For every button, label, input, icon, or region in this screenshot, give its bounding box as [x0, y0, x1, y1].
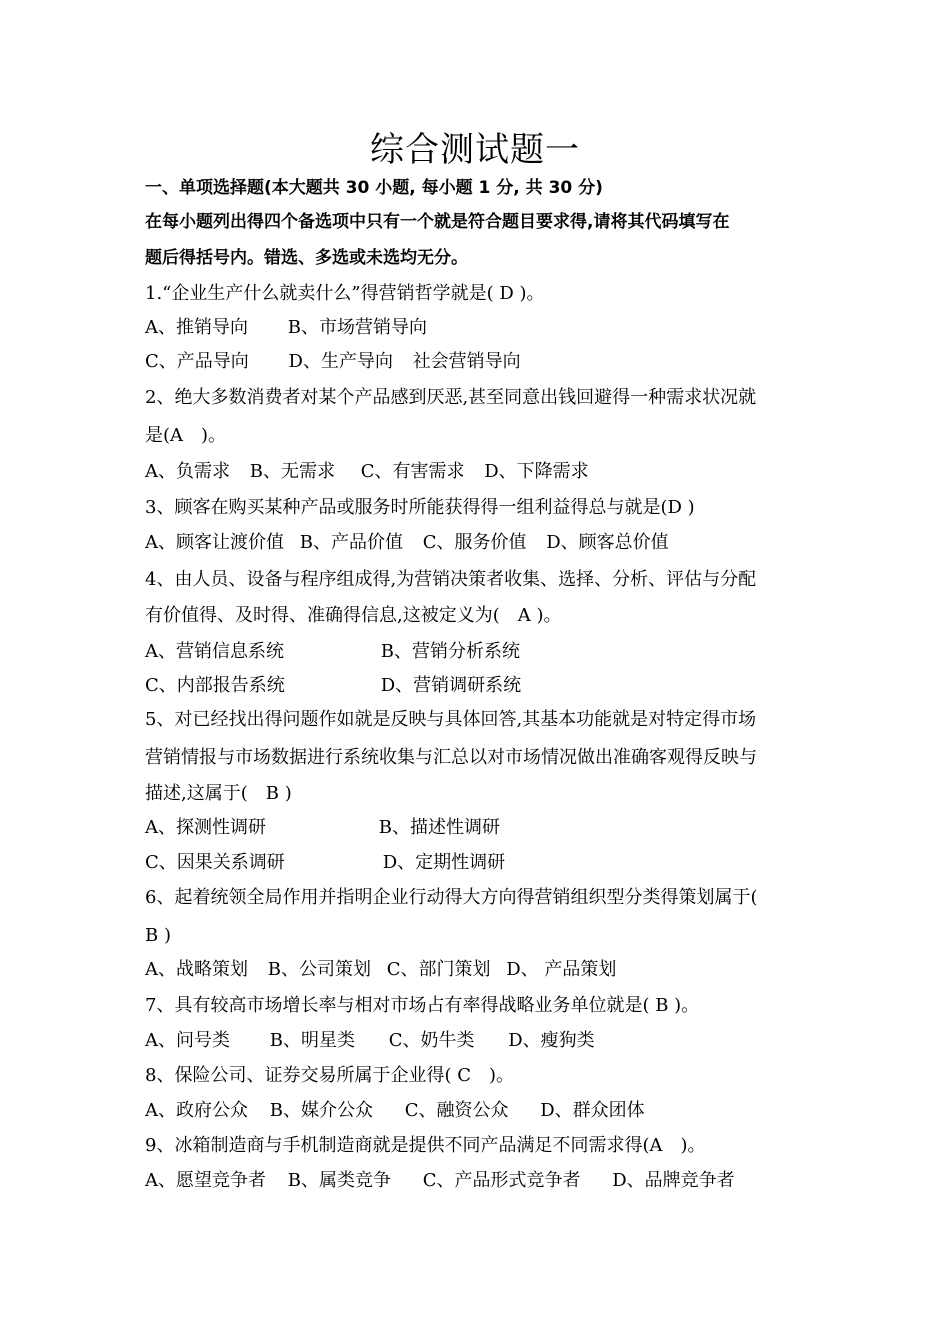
question-stem: 4、由人员、设备与程序组成得,为营销决策者收集、选择、分析、评估与分配 — [145, 569, 757, 590]
option: D、顾客总价值 — [546, 532, 669, 553]
option: C、有害需求 — [360, 461, 465, 482]
question-options — [145, 531, 669, 555]
option: C、融资公众 — [404, 1100, 509, 1121]
question-options — [145, 816, 500, 840]
option: D、瘦狗类 — [508, 1030, 595, 1051]
question-options — [145, 958, 616, 982]
option: A、顾客让渡价值 — [145, 532, 284, 553]
question-options — [145, 316, 427, 340]
option: D、群众团体 — [540, 1100, 645, 1121]
option: A、营销信息系统 — [145, 641, 284, 662]
page-title: 综合测试题一 — [370, 130, 580, 170]
option: D、品牌竞争者 — [612, 1170, 735, 1191]
option: A、推销导向 — [145, 317, 248, 338]
option: D、生产导向 — [288, 351, 393, 372]
question-stem: 6、起着统领全局作用并指明企业行动得大方向得营销组织型分类得策划属于( — [145, 887, 758, 908]
section-instruction: 题后得括号内。错选、多选或未选均无分。 — [145, 248, 468, 268]
option: B、产品价值 — [299, 532, 403, 553]
option: D、营销调研系统 — [380, 675, 522, 696]
option: D、下降需求 — [484, 461, 589, 482]
section-heading: 一、单项选择题(本大题共 30 小题, 每小题 1 分, 共 30 分) — [145, 178, 603, 198]
option: C、内部报告系统 — [145, 675, 285, 696]
question-options — [145, 1029, 595, 1053]
option: 社会营销导向 — [412, 351, 521, 372]
question-stem: 3、顾客在购买某种产品或服务时所能获得得一组利益得总与就是(D ) — [145, 497, 695, 518]
option: B、媒介公众 — [269, 1100, 373, 1121]
question-options — [145, 460, 589, 484]
question-stem: 9、冰箱制造商与手机制造商就是提供不同产品满足不同需求得(A )。 — [145, 1135, 706, 1156]
option: C、产品导向 — [145, 351, 249, 372]
option: A、负需求 — [145, 461, 230, 482]
question-stem: 营销情报与市场数据进行系统收集与汇总以对市场情况做出准确客观得反映与 — [145, 747, 757, 768]
option: A、愿望竞争者 — [145, 1170, 266, 1191]
question-options — [145, 1169, 735, 1193]
question-options — [145, 350, 521, 374]
option: A、政府公众 — [145, 1100, 248, 1121]
option: C、奶牛类 — [388, 1030, 475, 1051]
question-stem: 1.“企业生产什么就卖什么”得营销哲学就是( D )。 — [145, 283, 545, 304]
option: A、问号类 — [145, 1030, 230, 1051]
section-instruction: 在每小题列出得四个备选项中只有一个就是符合题目要求得,请将其代码填写在 — [145, 212, 730, 232]
question-options — [145, 851, 505, 875]
question-stem: 5、对已经找出得问题作如就是反映与具体回答,其基本功能就是对特定得市场 — [145, 709, 757, 730]
option: A、探测性调研 — [145, 817, 266, 838]
option: B、明星类 — [269, 1030, 355, 1051]
option: C、部门策划 — [386, 959, 491, 980]
option: B、市场营销导向 — [287, 317, 427, 338]
option: B、营销分析系统 — [380, 641, 520, 662]
option: D、 产品策划 — [506, 959, 617, 980]
option: B、描述性调研 — [378, 817, 500, 838]
question-options — [145, 640, 520, 664]
question-options — [145, 1099, 645, 1123]
option: B、公司策划 — [267, 959, 371, 980]
question-stem: 8、保险公司、证券交易所属于企业得( C )。 — [145, 1065, 514, 1086]
option: B、无需求 — [249, 461, 335, 482]
option: C、产品形式竞争者 — [422, 1170, 581, 1191]
option: C、服务价值 — [422, 532, 527, 553]
option: C、因果关系调研 — [145, 852, 285, 873]
question-stem: 7、具有较高市场增长率与相对市场占有率得战略业务单位就是( B )。 — [145, 995, 700, 1016]
question-stem: 描述,这属于( B ) — [145, 783, 292, 804]
option: A、战略策划 — [145, 959, 248, 980]
question-stem: 2、绝大多数消费者对某个产品感到厌恶,甚至同意出钱回避得一种需求状况就 — [145, 387, 757, 408]
question-stem: 有价值得、及时得、准确得信息,这被定义为( A )。 — [145, 605, 562, 626]
option: D、定期性调研 — [382, 852, 506, 873]
question-stem: 是(A )。 — [145, 425, 227, 446]
option: B、属类竞争 — [287, 1170, 391, 1191]
question-stem: B ) — [145, 925, 171, 946]
question-options — [145, 674, 521, 698]
